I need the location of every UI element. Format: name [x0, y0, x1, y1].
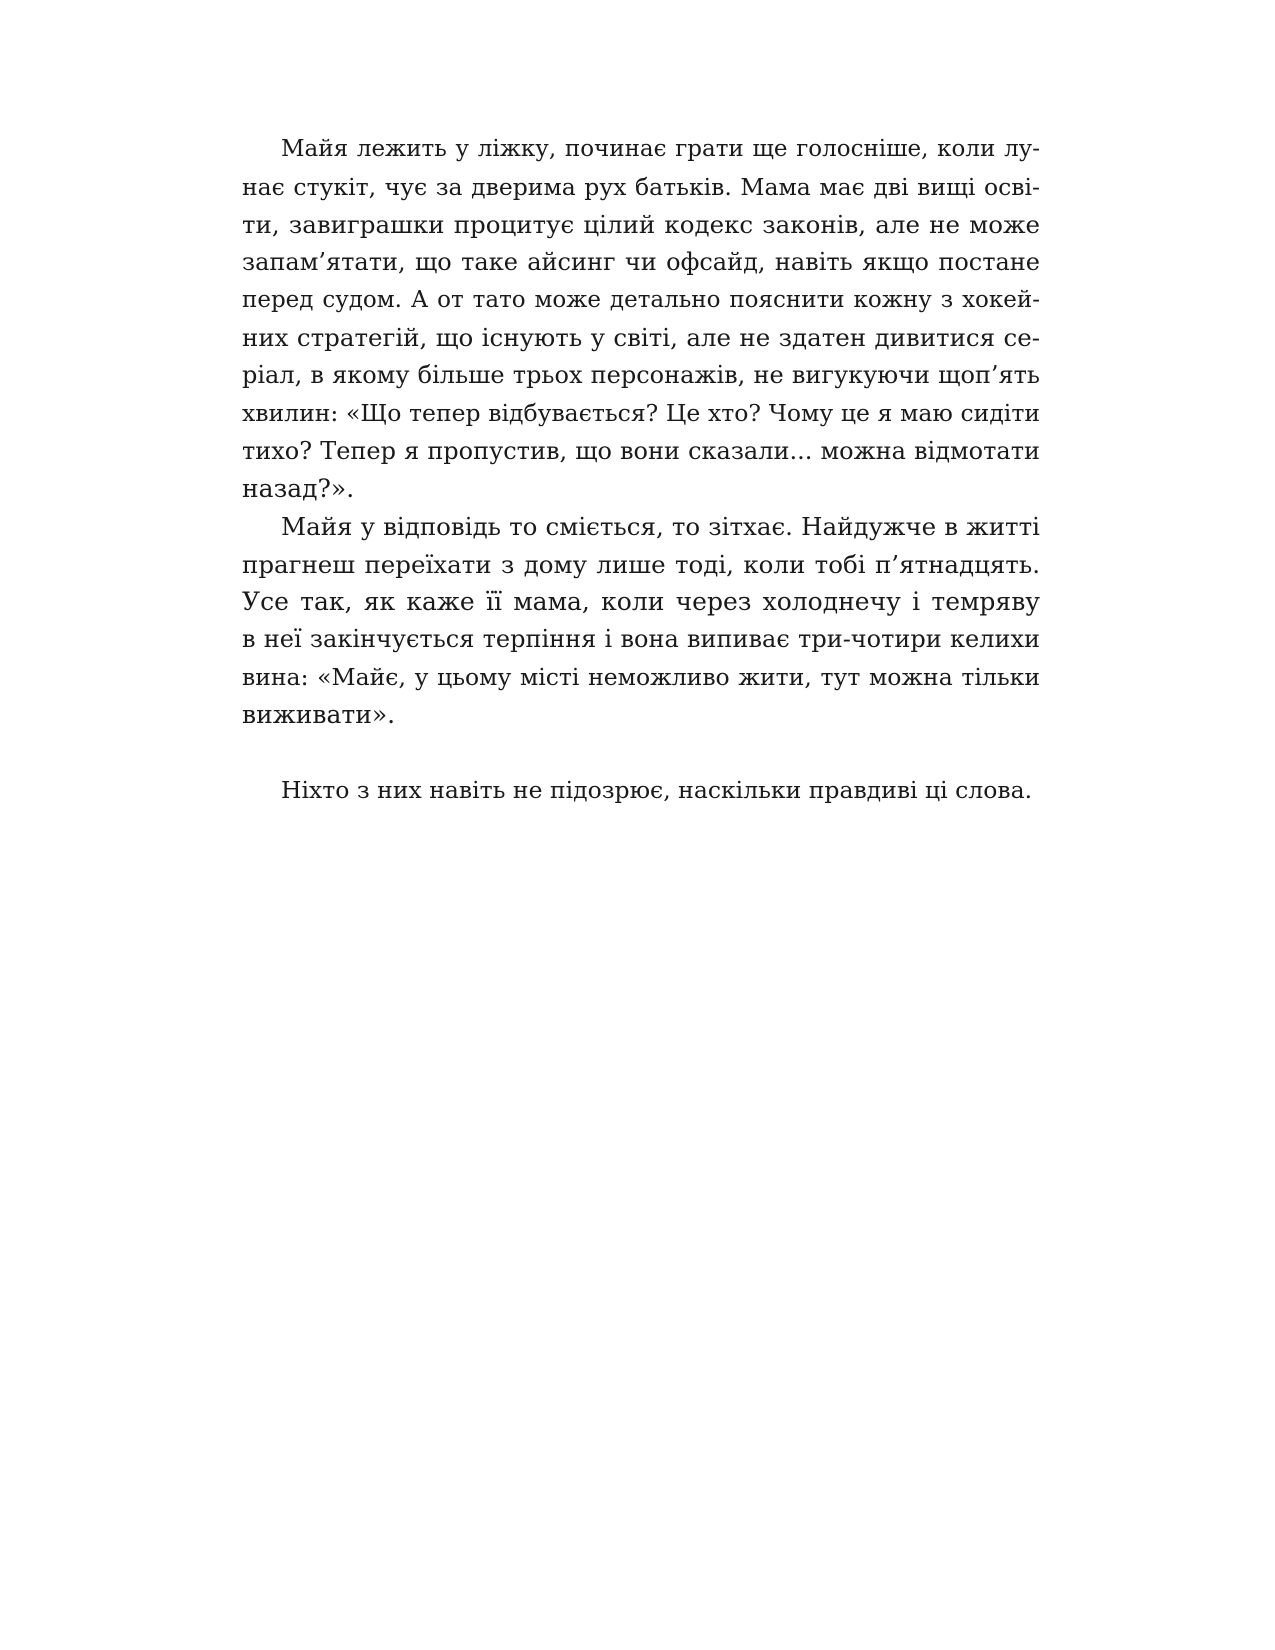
- text-line: ріал, в якому більше трьох персонажів, не вигукуючи щоп’ять: [242, 361, 1040, 390]
- text-line: тихо? Тепер я пропустив, що вони сказали... можна відмотати: [242, 436, 1040, 465]
- paragraph-1: [242, 131, 1040, 508]
- body-text: [242, 131, 1040, 809]
- text-line: перед судом. А от тато може детально пояснити кожну з хокей-: [242, 286, 1040, 313]
- text-line: запам’ятати, що таке айсинг чи офсайд, навіть якщо постане: [242, 248, 1040, 277]
- text-line: виживати».: [242, 700, 396, 730]
- text-line: Ніхто з них навіть не підозрює, наскільки правдиві ці слова.: [281, 775, 1033, 804]
- text-line: нає стукіт, чує за дверима рух батьків. Мама має дві вищі осві-: [242, 172, 1040, 201]
- text-line: ти, завиграшки процитує цілий кодекс законів, але не може: [242, 210, 1040, 240]
- text-line: Майя лежить у ліжку, починає грати ще голосніше, коли лу-: [281, 136, 1040, 162]
- text-line: вина: «Майє, у цьому місті неможливо жити, тут можна тільки: [242, 662, 1040, 691]
- paragraph-2: [242, 508, 1040, 734]
- text-line: Усе так, як каже її мама, коли через холоднечу і темряву: [242, 587, 1040, 617]
- text-line: прагнеш переїхати з дому лише тоді, коли тобі п’ятнадцять.: [242, 549, 1040, 579]
- text-line: назад?».: [242, 474, 355, 504]
- section-gap: [242, 734, 1040, 772]
- text-line: Майя у відповідь то сміється, то зітхає. Найдужче в житті: [281, 511, 1040, 541]
- paragraph-3: [242, 772, 1040, 810]
- text-line: хвилин: «Що тепер відбувається? Це хто? Чому це я маю сидіти: [242, 398, 1040, 427]
- text-line: них стратегій, що існують у світі, але не здатен дивитися се-: [242, 323, 1040, 353]
- text-line: в неї закінчується терпіння і вона випиває три-чотири келихи: [242, 624, 1040, 653]
